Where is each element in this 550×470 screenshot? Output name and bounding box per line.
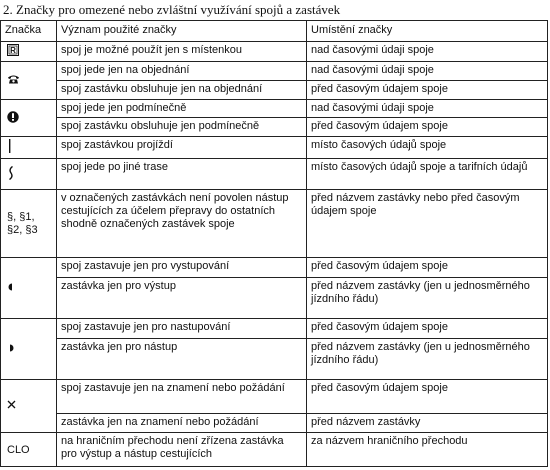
- table-row: [1, 414, 548, 433]
- meaning-cell: zastávka jen pro výstup: [57, 278, 307, 319]
- telephone-icon: [7, 74, 20, 88]
- table-row: [1, 137, 548, 159]
- left-half-circle-icon: [7, 282, 15, 296]
- symbol-cell: [1, 433, 57, 467]
- placement-cell: místo časových údajů spoje: [307, 137, 548, 159]
- placement-cell: před názvem zastávky (jen u jednosměrného jízdního řádu): [307, 278, 548, 319]
- column-header-placement: Umístění značky: [307, 21, 548, 42]
- paragraph-symbols-text: §, §1, §2, §3: [7, 211, 38, 236]
- page-title: 2. Značky pro omezené nebo zvláštní využívání spojů a zastávek: [3, 2, 341, 17]
- symbol-cell: [1, 42, 57, 62]
- meaning-cell: zastávka jen na znamení nebo požádání: [57, 414, 307, 433]
- right-half-circle-icon: [7, 343, 15, 357]
- symbol-cell: [1, 258, 57, 319]
- table-row: [1, 278, 548, 319]
- placement-cell: před časovým údajem spoje: [307, 319, 548, 339]
- column-header-meaning: Význam použité značky: [57, 21, 307, 42]
- placement-cell: před časovým údajem spoje: [307, 81, 548, 100]
- meaning-cell: spoj zastavuje jen na znamení nebo požádání: [57, 380, 307, 414]
- table-row: [1, 380, 548, 414]
- table-row: [1, 190, 548, 258]
- meaning-cell: spoj zastavuje jen pro nastupování: [57, 319, 307, 339]
- placement-cell: nad časovými údaji spoje: [307, 42, 548, 62]
- placement-cell: před názvem zastávky nebo před časovým údajem spoje: [307, 190, 548, 258]
- meaning-cell: spoj zastávku obsluhuje jen podmínečně: [57, 118, 307, 137]
- symbol-cell: [1, 62, 57, 100]
- placement-cell: za názvem hraničního přechodu: [307, 433, 548, 467]
- symbol-cell: [1, 190, 57, 258]
- border-crossing-symbol-text: CLO: [7, 443, 30, 456]
- column-header-symbol: Značka: [1, 21, 57, 42]
- table-row: [1, 339, 548, 380]
- placement-cell: před časovým údajem spoje: [307, 118, 548, 137]
- table-row: [1, 42, 548, 62]
- symbol-cell: [1, 137, 57, 159]
- symbol-cell: [1, 380, 57, 433]
- table-row: [1, 81, 548, 100]
- table-row: [1, 433, 548, 467]
- svg-text:R: R: [10, 46, 16, 55]
- table-header-row: [1, 21, 548, 42]
- table-row: [1, 100, 548, 118]
- cross-icon: [7, 400, 16, 413]
- placement-cell: místo časových údajů spoje a tarifních údajů: [307, 159, 548, 190]
- table-row: [1, 118, 548, 137]
- meaning-cell: spoj zastavuje jen pro vystupování: [57, 258, 307, 278]
- table-row: [1, 319, 548, 339]
- placement-cell: před názvem zastávky: [307, 414, 548, 433]
- tilde-route-icon: [7, 166, 15, 184]
- meaning-cell: zastávka jen pro nástup: [57, 339, 307, 380]
- placement-cell: nad časovými údaji spoje: [307, 100, 548, 118]
- seat-reservation-icon: [7, 44, 19, 60]
- meaning-cell: na hraničním přechodu není zřízena zastávka pro výstup a nástup cestujících: [57, 433, 307, 467]
- symbol-cell: [1, 159, 57, 190]
- symbol-cell: [1, 319, 57, 380]
- table-row: [1, 62, 548, 81]
- placement-cell: před časovým údajem spoje: [307, 380, 548, 414]
- meaning-cell: spoj jede jen na objednání: [57, 62, 307, 81]
- placement-cell: před názvem zastávky (jen u jednosměrného jízdního řádu): [307, 339, 548, 380]
- meaning-cell: spoj zastávku obsluhuje jen na objednání: [57, 81, 307, 100]
- placement-cell: před časovým údajem spoje: [307, 258, 548, 278]
- meaning-cell: spoj jede po jiné trase: [57, 159, 307, 190]
- table-row: [1, 159, 548, 190]
- placement-cell: nad časovými údaji spoje: [307, 62, 548, 81]
- table-row: [1, 258, 548, 278]
- meaning-cell: spoj je možné použít jen s místenkou: [57, 42, 307, 62]
- signs-table: [0, 20, 548, 467]
- vertical-bar-icon: [7, 139, 13, 157]
- meaning-cell: v označených zastávkách není povolen nástup cestujících za účelem přepravy do ostatních shodně označených zastávek spoje: [57, 190, 307, 258]
- meaning-cell: spoj jede jen podmínečně: [57, 100, 307, 118]
- meaning-cell: spoj zastávkou projíždí: [57, 137, 307, 159]
- symbol-cell: [1, 100, 57, 137]
- exclamation-circle-icon: [7, 111, 19, 127]
